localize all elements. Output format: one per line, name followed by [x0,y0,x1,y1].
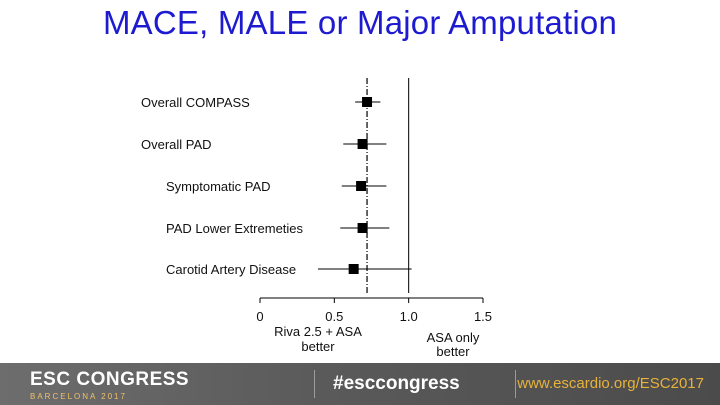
congress-logo [30,369,189,401]
point-estimate [358,223,368,233]
right-direction-label: ASA only [426,330,480,345]
point-estimate [358,139,368,149]
left-direction-label: Riva 2.5 + ASA [274,324,362,339]
x-tick-label: 1.0 [399,309,418,324]
congress-url-link[interactable]: www.escardio.org/ESC2017 [517,375,704,392]
footer-divider [515,370,516,398]
point-estimate [362,97,372,107]
right-direction-label: better [436,344,470,359]
point-estimate [349,264,359,274]
x-tick-label: 0.5 [325,309,344,324]
point-estimate [356,181,366,191]
congress-city: BARCELONA 2017 [30,392,127,401]
slide-title: MACE, MALE or Major Amputation [102,4,618,41]
x-tick-label: 1.5 [473,309,493,324]
row-label: Overall PAD [141,137,212,152]
footer-divider [314,370,315,398]
x-axis [256,298,492,324]
hashtag: #esccongress [333,373,460,394]
forest-plot-rows [141,95,412,277]
row-label: Overall COMPASS [141,95,250,110]
footer-banner [0,363,720,405]
left-direction-label: better [301,339,335,354]
row-label: Carotid Artery Disease [166,262,297,277]
congress-name: ESC CONGRESS [30,369,190,390]
axis-direction-labels [274,324,480,359]
row-label: Symptomatic PAD [166,179,271,194]
x-tick-label: 0 [256,309,264,324]
row-label: PAD Lower Extremeties [166,221,304,236]
